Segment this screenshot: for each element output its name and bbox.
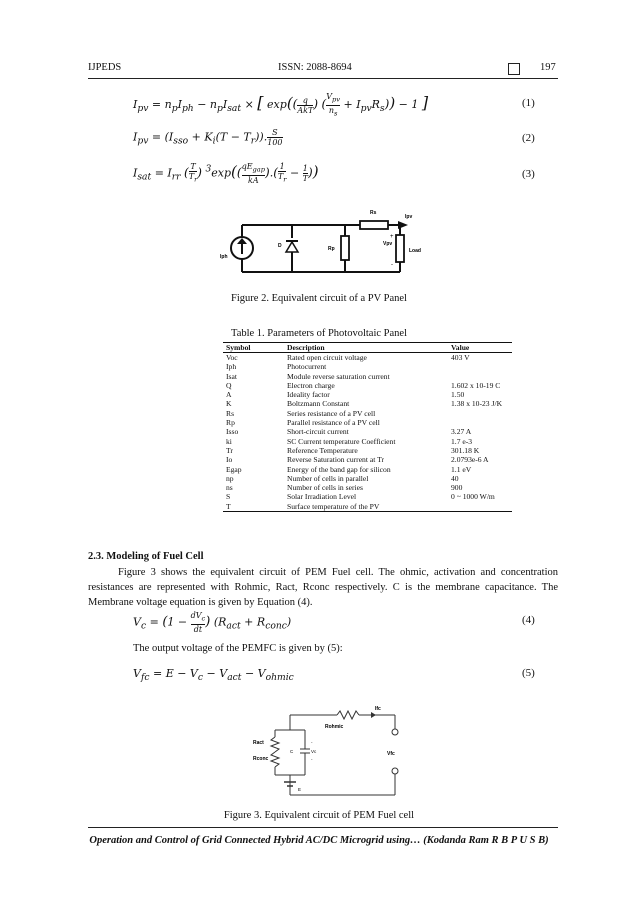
description-cell: SC Current temperature Coefficient bbox=[287, 436, 396, 446]
rconc-resistor-icon bbox=[271, 752, 279, 767]
footer-rule bbox=[88, 827, 558, 828]
rp-label: Rp bbox=[328, 246, 335, 252]
description-cell: Module reverse saturation current bbox=[287, 371, 390, 381]
description-cell: Rated open circuit voltage bbox=[287, 353, 367, 362]
value-cell: 40 bbox=[451, 473, 459, 483]
symbol-cell: S bbox=[226, 492, 231, 502]
ract-resistor-icon bbox=[271, 737, 279, 752]
description-cell: Reference Temperature bbox=[287, 445, 358, 455]
equation-4-number: (4) bbox=[522, 614, 535, 626]
table-row bbox=[223, 474, 512, 483]
figure-2-caption: Figure 2. Equivalent circuit of a PV Panel bbox=[231, 293, 407, 304]
ipv-label: Ipv bbox=[405, 214, 413, 220]
rp-resistor-icon bbox=[341, 236, 349, 260]
svg-text:-: - bbox=[311, 740, 313, 745]
column-header: Description bbox=[284, 343, 448, 353]
symbol-cell: Tr bbox=[226, 445, 233, 455]
section-heading: 2.3. Modeling of Fuel Cell bbox=[88, 551, 204, 562]
journal-name: IJPEDS bbox=[88, 62, 122, 73]
column-header: Symbol bbox=[223, 343, 284, 353]
description-cell: Number of cells in series bbox=[287, 483, 363, 493]
value-cell: 0 ~ 1000 W/m bbox=[451, 492, 495, 502]
description-cell: Energy of the band gap for silicon bbox=[287, 464, 391, 474]
table-row bbox=[223, 353, 512, 363]
symbol-cell: Voc bbox=[226, 353, 238, 362]
symbol-cell: Iph bbox=[226, 362, 237, 372]
table-row bbox=[223, 372, 512, 381]
value-cell: 900 bbox=[451, 483, 463, 493]
value-cell: 1.7 e-3 bbox=[451, 436, 473, 446]
table-row bbox=[223, 465, 512, 474]
parameters-table bbox=[223, 342, 512, 512]
equation-4: $V_c = (1$ − $dV_c$ dt ) $(R_{act} + R_{conc})$ bbox=[133, 611, 292, 634]
symbol-cell: Egap bbox=[226, 464, 242, 474]
description-cell: Reverse Saturation current at Tr bbox=[287, 455, 385, 465]
rconc-label: Rconc bbox=[253, 756, 269, 762]
section-paragraph-1: Figure 3 shows the equivalent circuit of PEM Fuel cell. The ohmic, activation and concentration resistances are represented with Rohmic, Ract, Rconc respectively. C is the membrane capacitance. The Membrane voltage equation is given by Equation (4). bbox=[88, 567, 558, 608]
equation-2: $I_{pv} = (I_{sso} + K_i(T - T_r))$. S 100 bbox=[133, 128, 283, 147]
table-row bbox=[223, 409, 512, 418]
symbol-cell: ns bbox=[226, 483, 233, 493]
value-cell: 403 V bbox=[451, 353, 470, 362]
load-resistor-icon bbox=[396, 235, 404, 262]
description-cell: Electron charge bbox=[287, 380, 335, 390]
symbol-cell: Rs bbox=[226, 408, 235, 418]
vfc-label: Vfc bbox=[387, 751, 395, 757]
description-cell: Boltzmann Constant bbox=[287, 399, 350, 409]
figure-3-caption: Figure 3. Equivalent circuit of PEM Fuel cell bbox=[223, 810, 415, 821]
table-row bbox=[223, 446, 512, 455]
table-row bbox=[223, 381, 512, 390]
value-cell bbox=[448, 418, 512, 427]
value-cell: 3.27 A bbox=[451, 427, 472, 437]
minus-label: - bbox=[391, 262, 393, 268]
figure-3-circuit bbox=[245, 695, 410, 803]
iph-label: Iph bbox=[220, 254, 228, 260]
column-header: Value bbox=[448, 343, 512, 353]
value-cell bbox=[448, 372, 512, 381]
ract-label: Ract bbox=[253, 740, 264, 746]
description-cell: Surface temperature of the PV bbox=[284, 502, 448, 512]
table-row bbox=[223, 362, 512, 371]
d-label: D bbox=[278, 243, 282, 249]
figure-2-circuit bbox=[210, 200, 450, 285]
table-row bbox=[223, 437, 512, 446]
value-cell: 2.0793e-6 A bbox=[451, 455, 489, 465]
section-paragraph-2: The output voltage of the PEMFC is given by (5): bbox=[133, 643, 343, 654]
value-cell: 1.1 eV bbox=[451, 464, 472, 474]
equation-1 bbox=[133, 92, 428, 118]
issn: ISSN: 2088-8694 bbox=[278, 62, 352, 73]
symbol-cell: Io bbox=[226, 455, 233, 465]
symbol-cell: Isat bbox=[226, 371, 237, 381]
table-row bbox=[223, 502, 512, 512]
diode-icon bbox=[286, 242, 298, 252]
description-cell: Number of cells in parallel bbox=[287, 473, 369, 483]
rs-resistor-icon bbox=[360, 221, 388, 229]
value-cell: 301.18 K bbox=[451, 445, 480, 455]
description-cell: Short-circuit current bbox=[287, 427, 349, 437]
equation-3-number: (3) bbox=[522, 168, 535, 180]
value-cell bbox=[448, 409, 512, 418]
symbol-cell: Rp bbox=[226, 418, 235, 428]
equation-5: $V_{fc} = E - V_c - V_{act} - V_{ohmic}$ bbox=[133, 667, 294, 684]
symbol-cell: np bbox=[226, 473, 234, 483]
table-row bbox=[223, 492, 512, 501]
table-row bbox=[223, 455, 512, 464]
table-row bbox=[223, 418, 512, 427]
equation-1-text: $I_{pv} = n_pI_{ph} - n_pI_{sat}$ × [ exp(( q AkT) ( $V_{pv}$ $n_s + I_{pv}R_s)) - 1$ ] bbox=[133, 92, 429, 118]
ifc-label: Ifc bbox=[375, 706, 381, 712]
symbol-cell: Q bbox=[226, 380, 232, 390]
svg-text:-: - bbox=[311, 757, 313, 762]
description-cell: Series resistance of a PV cell bbox=[287, 408, 376, 418]
value-cell: 1.38 x 10-23 J/K bbox=[451, 399, 503, 409]
table-row bbox=[223, 390, 512, 399]
description-cell: Parallel resistance of a PV cell bbox=[287, 418, 380, 428]
page-number: 197 bbox=[540, 62, 556, 73]
header-rule bbox=[88, 78, 558, 79]
value-cell: 1.602 x 10-19 C bbox=[451, 380, 501, 390]
rs-label: Rs bbox=[370, 210, 377, 216]
value-cell: 1.50 bbox=[451, 390, 465, 400]
symbol-cell: K bbox=[226, 399, 232, 409]
description-cell: Photocurrent bbox=[287, 362, 327, 372]
equation-2-number: (2) bbox=[522, 132, 535, 144]
vpv-label: Vpv bbox=[383, 241, 393, 247]
plus-label: + bbox=[390, 234, 394, 240]
equation-1-number: (1) bbox=[522, 97, 535, 109]
table-row bbox=[223, 399, 512, 408]
rohmic-resistor-icon bbox=[337, 711, 359, 719]
c-label: C bbox=[290, 749, 294, 754]
symbol-cell: A bbox=[226, 390, 232, 400]
value-cell bbox=[448, 502, 512, 512]
table-row bbox=[223, 427, 512, 436]
value-cell bbox=[448, 362, 512, 371]
symbol-cell: ki bbox=[226, 436, 232, 446]
footer-citation: Operation and Control of Grid Connected Hybrid AC/DC Microgrid using… (Kodanda Ram R B P U S B) bbox=[89, 835, 549, 846]
load-label: Load bbox=[409, 248, 421, 254]
table-row bbox=[223, 483, 512, 492]
equation-3: $I_{sat} = I_{rr}$ ( T $T_r$) $^3$exp(( $qE_{gap}$ kA).( 1 $T_r$ − 1 T)) bbox=[133, 162, 319, 185]
symbol-cell: Isso bbox=[226, 427, 239, 437]
equation-5-number: (5) bbox=[522, 667, 535, 679]
table-header-row bbox=[223, 343, 512, 353]
checkbox-icon bbox=[508, 63, 520, 75]
table-1-caption: Table 1. Parameters of Photovoltaic Panel bbox=[231, 328, 407, 339]
description-cell: Solar Irradiation Level bbox=[287, 492, 357, 502]
description-cell: Ideality factor bbox=[287, 390, 330, 400]
symbol-cell: T bbox=[223, 502, 284, 512]
rohmic-label: Rohmic bbox=[325, 724, 344, 730]
e-label: E bbox=[298, 787, 302, 792]
vc-label: Vc bbox=[311, 749, 317, 754]
